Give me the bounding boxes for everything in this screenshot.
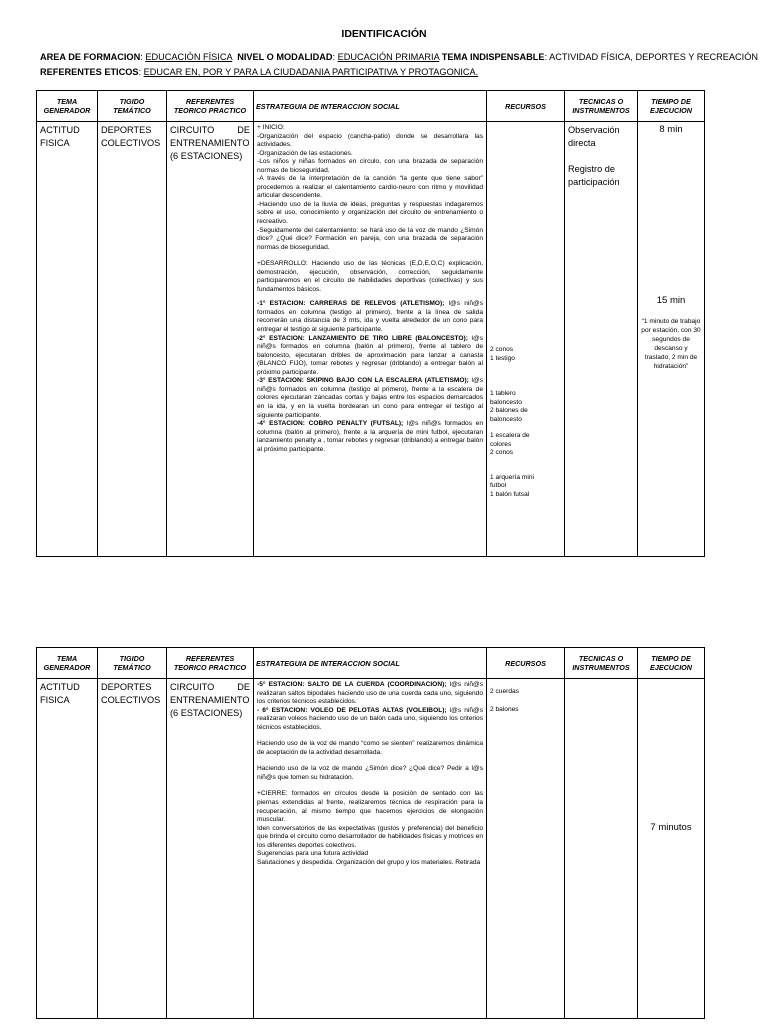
tigido-text: DEPORTES	[101, 125, 152, 135]
cell-recursos	[487, 122, 565, 557]
ref-text: CIRCUITO	[170, 125, 215, 135]
tema-value: ACTIVIDAD FÍSICA, DEPORTES Y RECREACIÓN	[549, 52, 758, 62]
tiempo-cierre: 7 minutos	[650, 822, 692, 833]
recurso-item: futbol	[490, 482, 507, 489]
ref-text: (6 ESTACIONES)	[170, 708, 243, 718]
cell-referentes	[167, 122, 254, 557]
col-tecnicas: TECNICAS O INSTRUMENTOS	[565, 648, 638, 679]
cell-tema	[37, 679, 98, 1019]
col-estrategia: ESTRATEGUIA DE INTERACCION SOCIAL	[254, 648, 487, 679]
col-estrategia: ESTRATEGUIA DE INTERACCION SOCIAL	[254, 91, 487, 122]
ref-value: EDUCAR EN, POR Y PARA LA CIUDADANIA PARTICIPATIVA Y PROTAGONICA.	[143, 67, 479, 77]
tigido-text: COLECTIVOS	[101, 138, 161, 148]
recurso-item: baloncesto	[490, 415, 522, 423]
tema-text: ACTITUD	[40, 125, 80, 135]
recurso-item: baloncesto	[490, 398, 522, 406]
header-line-1: AREA DE FORMACION: EDUCACIÓN FÍSICA NIVEL O MODALIDAD: EDUCACIÓN PRIMARIA TEMA INDISPENSABLE: ACTIVIDAD FÍSICA, DEPORTES Y RECREACIÓN	[40, 52, 758, 62]
inicio-line: -Los niños y niñas formados en círculo, con una brazada de separación normas de bioseguridad.	[257, 158, 483, 174]
ref-text: ENTRENAMIENTO	[170, 695, 250, 705]
estacion-2: -2° ESTACION: LANZAMIENTO DE TIRO LIBRE (BALONCESTO); l@s niñ@s formados en columna (balón al primero), frente al tablero de baloncesto, ejecutaran dribles de aproximación para lanzar a canasta (BLANCO FIJO), tomar rebotes y regresar (driblando) a entregar balón al próximo participante.	[257, 334, 483, 376]
cell-tecnicas	[565, 122, 638, 557]
cell-estrategia	[254, 122, 487, 557]
col-tema: TEMA GENERADOR	[37, 91, 98, 122]
page-title: IDENTIFICACIÓN	[341, 28, 427, 40]
col-tema: TEMA GENERADOR	[37, 648, 98, 679]
estacion-6: - 6° ESTACION: VOLEO DE PELOTAS ALTAS (VOLEIBOL); l@s niñ@s realizaran voleos haciendo uso de un balón cada uno, siguiendo los criterios técnicos establecidos.	[257, 706, 483, 731]
tigido-text: COLECTIVOS	[101, 695, 161, 705]
table-header-row	[37, 91, 705, 122]
tema-text: FISICA	[40, 695, 70, 705]
plan-table-1	[36, 90, 705, 557]
recurso-item: 1 escalera de	[490, 432, 530, 439]
cierre-line: +CIERRE: formados en círculos desde la posición de sentado con las piernas extendidas al frente, realizaremos técnica de respiración para la recuperación, al mismo tiempo que hacemos ejercicios de elongación muscular.	[257, 790, 483, 824]
inicio-line: + INICIO:	[257, 124, 285, 131]
ref-text: DE	[237, 125, 250, 135]
tiempo-desarrollo: 15 min	[656, 295, 686, 306]
tiempo-inicio: 8 min	[659, 124, 683, 135]
cierre-line: Sugerencias para una futura actividad	[257, 850, 369, 858]
cell-referentes	[167, 679, 254, 1019]
recurso-item: 2 balones de	[490, 407, 528, 414]
cell-estrategia	[254, 679, 487, 1019]
nivel-value: EDUCACIÓN PRIMARIA	[337, 52, 440, 62]
ref-text: CIRCUITO	[170, 682, 215, 692]
tiempo-detail: “1 minuto de trabajo por estación, con 30 segundos de descanso y traslado, 2 min de hidratación”	[641, 318, 701, 370]
tecnica-text: Observación	[568, 125, 620, 135]
cierre-line: Salutaciones y despedida. Organización del grupo y los materiales. Retirada	[257, 858, 481, 866]
table-row	[37, 679, 705, 1019]
ref-text: ENTRENAMIENTO	[170, 138, 250, 148]
col-tigido: TIGIDO TEMÁTICO	[98, 91, 167, 122]
voz-mando-1: Haciendo uso de la voz de mando “como se sienten” realizaremos dinámica de aceptación de la actividad desarrollada.	[257, 740, 483, 756]
recurso-item: 2 balones	[490, 705, 519, 713]
inicio-line: -Organización del espacio (cancha-patio) donde se desarrollara las actividades.	[257, 132, 483, 149]
inicio-line: -Haciendo uso de la lluvia de ideas, preguntas y respuestas indagaremos sobre el uso, conocimiento y organización del circuito de entrenamiento o recreativo.	[257, 200, 483, 226]
ref-text: DE	[237, 682, 250, 692]
recurso-item: 2 conos	[490, 346, 514, 353]
tecnica-text: directa	[568, 138, 596, 148]
ref-label: REFERENTES ETICOS	[40, 67, 139, 77]
estacion-5: -5° ESTACION: SALTO DE LA CUERDA (COORDINACION); l@s niñ@s realizaran saltos bipodales haciendo uso de una cuerda cada uno, siguiendo los criterios técnicos establecidos.	[257, 681, 483, 706]
tema-label: TEMA INDISPENSABLE	[441, 52, 545, 62]
cell-tigido	[98, 679, 167, 1019]
col-tigido: TIGIDO TEMÁTICO	[98, 648, 167, 679]
tecnica-text: Registro de	[568, 164, 615, 174]
header-line-2: REFERENTES ETICOS: EDUCAR EN, POR Y PARA LA CIUDADANIA PARTICIPATIVA Y PROTAGONICA.	[40, 67, 479, 77]
desarrollo-text: +DESARROLLO: Haciendo uso de las técnicas (E,D,E,O,C) explicación, demostración, ejecución, observación, corrección, seguidamente participaremos en el circuito de habilidades deportivas (colectivas) y sus fundamentos básicos.	[257, 260, 483, 293]
voz-mando-2: Haciendo uso de la voz de mando ¿Simón dice? ¿Qué dice? Pedir a l@s niñ@s que tomen su hidratación.	[257, 765, 483, 781]
area-label: AREA DE FORMACION	[40, 52, 141, 62]
cierre-line: Iden conversatorios de las expectativas (gustos y preferencia) del beneficio que brinda el circuito como desarrollador de habilidades físicas y motrices en los diferentes deportes colectivos.	[257, 824, 483, 849]
tema-text: FISICA	[40, 138, 70, 148]
recurso-item: 2 cuerdas	[490, 688, 519, 695]
recurso-item: 1 testigo	[490, 354, 515, 362]
estacion-3: -3° ESTACION: SKIPING BAJO CON LA ESCALERA (ATLETISMO); l@s niñ@s formados en columna (testigo al primero), frente a la escalera de colores ejecutaran zancadas cortas y bajas entre los espacios demarcados en la ida, y en la vuelta bordearan un cono para entregar el testigo al siguiente participante.	[257, 377, 483, 419]
inicio-line: -Seguidamente del calentamiento: se hará uso de la voz de mando ¿Simón dice? ¿Qué dice? Formación en pareja, con una brazada de separación normas de bioseguridad.	[257, 226, 483, 251]
col-tecnicas: TECNICAS O INSTRUMENTOS	[565, 91, 638, 122]
nivel-label: NIVEL O MODALIDAD	[237, 52, 333, 62]
recurso-item: 2 conos	[490, 449, 514, 456]
col-referentes: REFERENTES TEORICO PRACTICO	[167, 648, 254, 679]
inicio-line: -Organización de las estaciones.	[257, 149, 353, 157]
col-tiempo: TIEMPO DE EJECUCION	[638, 91, 705, 122]
table-header-row	[37, 648, 705, 679]
recurso-item: 1 arquería mini	[490, 473, 534, 481]
cell-tema	[37, 122, 98, 557]
estacion-1: -1° ESTACION: CARRERAS DE RELEVOS (ATLETISMO); l@s niñ@s formados en columna (testigo al primero), frente a la línea de salida recorrerán una distancia de 3 mts, ida y vuelta alrededor de un cono para entregar el testigo al siguiente participante.	[257, 300, 483, 334]
col-referentes: REFERENTES TEORICO PRACTICO	[167, 91, 254, 122]
recurso-item: 1 tablero	[490, 390, 516, 397]
plan-table-2	[36, 647, 705, 1019]
col-recursos: RECURSOS	[487, 648, 565, 679]
cell-recursos	[487, 679, 565, 1019]
recurso-item: 1 balón futsal	[490, 490, 530, 498]
col-recursos: RECURSOS	[487, 91, 565, 122]
recurso-item: colores	[490, 440, 512, 448]
tema-text: ACTITUD	[40, 682, 80, 692]
cell-tecnicas	[565, 679, 638, 1019]
inicio-line: -A través de la interpretación de la canción “la gente que tiene sabor” procedemos a realizar el calentamiento cardio-neuro con ritmo y movilidad articular descendente.	[257, 175, 483, 200]
cell-tiempo	[638, 679, 705, 1019]
tecnica-text: participación	[568, 177, 620, 187]
estacion-4: -4° ESTACION: COBRO PENALTY (FUTSAL); l@s niñ@s formados en columna (balón al primero), frente a la arquería de mini futbol, ejecutaran lanzamiento penalty a , tomar rebotes y regresar (driblando) a entregar balón al próximo participante.	[257, 420, 483, 453]
area-value: EDUCACIÓN FÍSICA	[145, 52, 233, 62]
col-tiempo: TIEMPO DE EJECUCION	[638, 648, 705, 679]
tigido-text: DEPORTES	[101, 682, 152, 692]
table-row	[37, 122, 705, 557]
ref-text: (6 ESTACIONES)	[170, 151, 243, 161]
cell-tigido	[98, 122, 167, 557]
cell-tiempo	[638, 122, 705, 557]
